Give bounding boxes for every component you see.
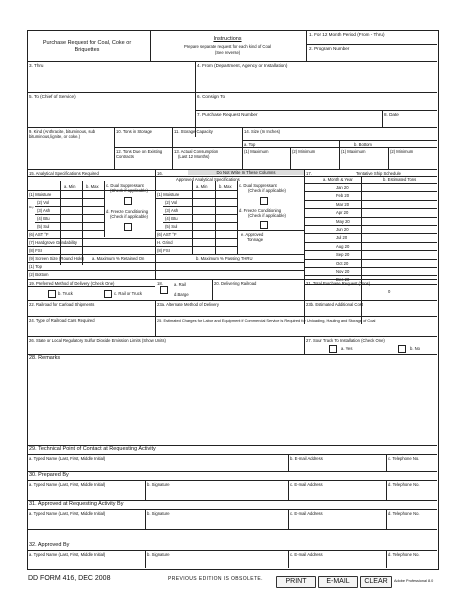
divider [195,61,196,137]
divider [27,480,437,481]
rail-label: a. Rail [174,282,186,287]
clear-button[interactable]: CLEAR [360,576,392,588]
divider [27,286,155,287]
divider [288,454,289,471]
approved-tonnage-label: e. Approved [241,232,264,237]
divider [27,529,437,530]
approved-activity-phone-label: d. Telephone No. [388,511,420,516]
divider [27,270,304,271]
field-10-label: 10. Tons in Storage [116,129,153,134]
divider [290,147,291,169]
poc-phone-label: c. Telephone No. [388,456,420,461]
print-button[interactable]: PRINT [276,576,316,588]
spec16-ast-label: (6) AST °F [157,232,177,237]
divider [155,254,304,255]
approved-activity-email-label: c. E-mail Address [290,511,323,516]
approved-tonnage-sublabel: Tonnage [247,237,264,242]
divider [386,550,387,568]
spec-ast-label: (6) AST °F [29,232,49,237]
divider [82,181,83,265]
divider [27,92,437,93]
field-11-label: 11. Storage Capacity [174,129,213,134]
prepared-email-label: c. E-mail Address [290,482,323,487]
field-21-label: 21. Total Purchase Request (Tons) [306,281,371,286]
spec-hgi-label: (7) Hardgrove Grindability [29,240,77,245]
field-32-label: 32. Approved By [29,542,70,548]
poc-email-label: b. E-mail Address [290,456,323,461]
field-19-label: 19. Preferred Method of Delivery (Check One) [29,281,115,286]
field-6-label: 6. Consign To [197,94,226,99]
divider [35,206,104,207]
spec-ash-label: (3) Ash [37,208,51,213]
spec-max-header: b. Max [86,184,99,189]
divider [145,550,146,568]
rail-or-truck-label: c. Rail or Truck [114,291,142,296]
approved-by-email-label: c. E-mail Address [290,552,323,557]
ship-month-4: Apr 20 [336,210,349,216]
divider [386,480,387,500]
truck-checkbox[interactable] [48,290,56,298]
do-not-write-text: Do Not Write In These Columns [216,170,276,175]
field-9-sublabel: bituminous,lignite, or coke.) [29,134,80,139]
field-9-label: 9. Kind (Anthracite, bituminous, sub [29,129,96,134]
divider [27,246,155,247]
field-30-label: 30. Prepared By [29,472,69,478]
dual-suppressant-checkbox-16[interactable] [260,197,268,205]
field-2-label: 2. Program Number [309,46,350,51]
divider [114,127,115,169]
ship-month-12: Dec 20 [336,277,350,283]
divider [192,181,193,254]
spec-fsi-label: (8) FSI [29,248,42,253]
divider [304,233,437,234]
ship-month-header: a. Month & Year [323,177,353,182]
divider [304,242,437,243]
divider [304,183,437,184]
divider [195,110,437,111]
field-23a-label: 23a. Alternate Method of Delivery [157,302,219,307]
size-bottom-min-label: (2) Minimum [390,149,414,154]
field-12-sublabel: Contracts [116,154,134,159]
dual-suppressant-checkbox-15[interactable] [124,197,132,205]
divider [27,190,155,191]
field-23b-label: 23b. Estimated Additional Cost [306,302,364,307]
divider [242,127,243,169]
instructions-line2: (See reverse) [214,50,241,55]
approved-by-typed-name-label: a. Typed Name (Last, First, Middle Initial) [29,552,106,557]
adobe-version: Adobe Professional 8.0 [394,579,434,583]
field-17-label: 17. [306,171,312,176]
divider [27,61,437,62]
divider [27,354,437,355]
divider [27,509,437,510]
spec16-ash-label: (3) Ash [165,208,179,213]
divider [27,550,437,551]
rail-or-truck-checkbox[interactable] [104,290,112,298]
divider [155,300,156,336]
sour-track-no-label: b. No [410,346,421,351]
field-15-label: 15. Analytical Specifications Required [29,171,99,176]
freeze-conditioning-16-label: d. Freeze Conditioning [239,208,282,213]
divider [306,30,307,61]
field-1-label: 1. For 12 Month Period (From - Thru) [309,32,385,37]
divider [155,238,237,239]
divider [27,300,437,301]
divider [339,140,340,169]
divider [304,225,437,226]
divider [27,238,155,239]
divider [288,509,289,529]
approved-activity-typed-name-label: a. Typed Name (Last, First, Middle Initial) [29,511,106,516]
divider [288,480,289,500]
field-7-label: 7. Purchase Request Number [197,112,258,117]
field-28-label: 28. Remarks [29,355,61,361]
field-16-label: 16. [157,171,163,176]
spec16-fsi-label: (8) FSI [157,248,170,253]
sour-track-yes-checkbox[interactable] [329,345,337,353]
divider [288,550,289,568]
size-bottom-max-label: (1) Maximum [341,149,366,154]
spec-dry-basis-label: Dry [29,205,34,209]
form-title: Purchase Request for Coal, Coke or Briquettes [42,40,132,53]
approved-by-phone-label: d. Telephone No. [388,552,420,557]
divider [163,206,237,207]
spec-screen-top-label: (1) Top [29,264,42,269]
field-22-label: 22. Railroad for Carload Shipments [29,302,95,307]
divider [163,222,237,223]
divider [27,230,104,231]
field-29-label: 29. Technical Point of Contact at Requesting Activity [29,446,156,452]
divider [27,471,437,472]
spec16-moisture-label: (1) Moisture [157,192,180,197]
divider [304,267,437,268]
size-top-min-label: (2) Minimum [292,149,316,154]
size-bottom-label: b. Bottom [354,142,372,147]
field-27-label: 27. Sour Track To Installation (Check One) [306,338,385,343]
field-13-label: 13. Actual Consumption [174,149,219,154]
freeze-conditioning-16-sublabel: (Check if applicable) [248,213,286,218]
approved-spec-label: Approved Analytical Specifications [176,177,240,182]
field-5-label: 5. To (Chief of Service) [29,94,76,99]
approved-activity-signature-label: b. Signature [147,511,170,516]
ship-month-6: Jun 20 [336,227,349,232]
spec16-hgrind-label: H. Grind [157,240,173,245]
instructions-title: Instructions [213,36,242,42]
divider [306,44,437,45]
divider [155,246,237,247]
divider [304,208,437,209]
divider [237,181,238,254]
ship-month-2: Feb 20 [336,193,350,199]
spec16-min-header: a. Min [196,184,208,189]
divider [212,279,213,300]
divider [27,454,437,455]
prepared-phone-label: d. Telephone No. [388,482,420,487]
field-24-label: 24. Type of Railroad Cars Required [29,318,95,323]
divider [27,262,304,263]
poc-typed-name-label: a. Typed Name (Last, First, Middle Initial) [29,456,106,461]
field-13-sublabel: (Last 12 Months) [178,154,210,159]
ship-month-8: Aug 20 [336,243,350,249]
spec16-max-header: b. Max [219,184,232,189]
truck-label: b. Truck [58,291,73,296]
freeze-conditioning-checkbox-16[interactable] [260,221,268,229]
size-top-label: a. Top [244,142,256,147]
divider [35,222,104,223]
divider [35,214,104,215]
divider [304,250,437,251]
divider [304,275,437,276]
freeze-conditioning-checkbox-15[interactable] [124,223,132,231]
divider [27,198,104,199]
ship-tons-header: b. Estimated Tons [383,177,417,182]
dual-suppressant-sublabel: (Check if applicable) [110,188,148,193]
barge-label: d.Barge [174,292,189,297]
ship-month-11: Nov 20 [336,269,350,274]
divider [60,181,61,265]
divider [304,217,437,218]
divider [304,336,305,354]
field-12-label: 12. Tons Due on Existing [116,149,163,154]
freeze-conditioning-sublabel: (Check if applicable) [110,214,148,219]
divider [172,127,173,169]
form-number: DD FORM 416, DEC 2008 [28,575,111,582]
divider [386,454,387,471]
field-31-label: 31. Approved at Requesting Activity By [29,501,124,507]
field-3-label: 3. Thru [29,63,44,68]
spec16-sul-label: (5) Sul [165,224,178,229]
divider [304,259,437,260]
divider [27,127,437,128]
spec-btu-label: (4) Btu [37,216,50,221]
spec-sul-label: (5) Sul [37,224,50,229]
prepared-signature-label: b. Signature [147,482,170,487]
spec-min-header: a. Min [64,184,76,189]
ship-month-3: Mar 20 [336,201,350,207]
divider [155,230,304,231]
spec16-btu-label: (4) Btu [165,216,178,221]
divider [388,147,389,169]
field-4-label: 4. From (Department, Agency or Installation) [197,63,288,68]
ship-month-7: Jul 20 [336,235,348,241]
divider [27,336,437,337]
field-25-label: 25. Estimated Charges for Labor and Equipment if Commercial Service is Required for Unloading, Hauling and Storage of Coal [157,318,376,323]
spec-screen-bottom-label: (2) Bottom [29,272,49,277]
divider [382,110,383,127]
dual-suppressant-16-label: c. Dual Suppressant [239,183,277,188]
field-26-label: 26. State or Local Regulatory Sulfur Dioxide Emission Limits (Show Units) [29,338,166,343]
size-top-max-label: (1) Maximum [244,149,269,154]
divider [155,198,237,199]
divider [215,181,216,254]
field-14-label: 14. Size (In Inches) [244,129,281,134]
field-18-label: 18. [157,281,163,286]
dual-suppressant-label: c. Dual Suppressant [106,183,144,188]
spec-retained-label: a. Maximum % Retained On [92,256,145,261]
dual-suppressant-16-sublabel: (Check if applicable) [248,188,286,193]
field-20-label: 20. Delivering Railroad [214,281,257,286]
divider [145,480,146,500]
instructions-line1: Prepare separate request for each kind of Coal [183,44,272,49]
divider [304,300,305,316]
divider [304,200,437,201]
sour-track-yes-label: a. Yes [341,346,353,351]
spec-moisture-label: (1) Moisture [29,192,52,197]
email-button[interactable]: E-MAIL [318,576,358,588]
prepared-typed-name-label: a. Typed Name (Last, First, Middle Initial) [29,482,106,487]
spec-passing-label: b. Maximum % Passing THRU [196,256,253,261]
ship-month-10: Oct 20 [336,260,349,266]
field-8-label: 8. Date [384,112,399,117]
ship-month-5: May 20 [336,218,350,224]
remarks-area[interactable] [28,362,436,444]
divider [114,147,242,148]
spec16-vol-label: (2) Vol [165,200,178,205]
ship-schedule-title: Tentative Ship Schedule [356,171,401,176]
divider [386,509,387,529]
divider [163,214,237,215]
divider [27,176,437,177]
field-21-value[interactable]: 0 [388,289,391,294]
approved-by-signature-label: b. Signature [147,552,170,557]
divider [155,190,237,191]
divider [145,509,146,529]
ship-month-1: Jan 20 [336,185,349,190]
divider [304,191,437,192]
spec-screen-label: (9) Screen Size (Round Hole) [29,256,84,261]
divider [242,147,437,148]
spec-vol-label: (2) Vol [37,200,50,205]
ship-month-9: Sep 20 [336,252,350,258]
previous-edition-note: PREVIOUS EDITION IS OBSOLETE. [168,576,263,582]
sour-track-no-checkbox[interactable] [398,345,406,353]
rail-checkbox[interactable] [160,286,168,294]
divider [27,254,155,255]
divider [27,316,437,317]
freeze-conditioning-label: d. Freeze Conditioning [106,209,149,214]
